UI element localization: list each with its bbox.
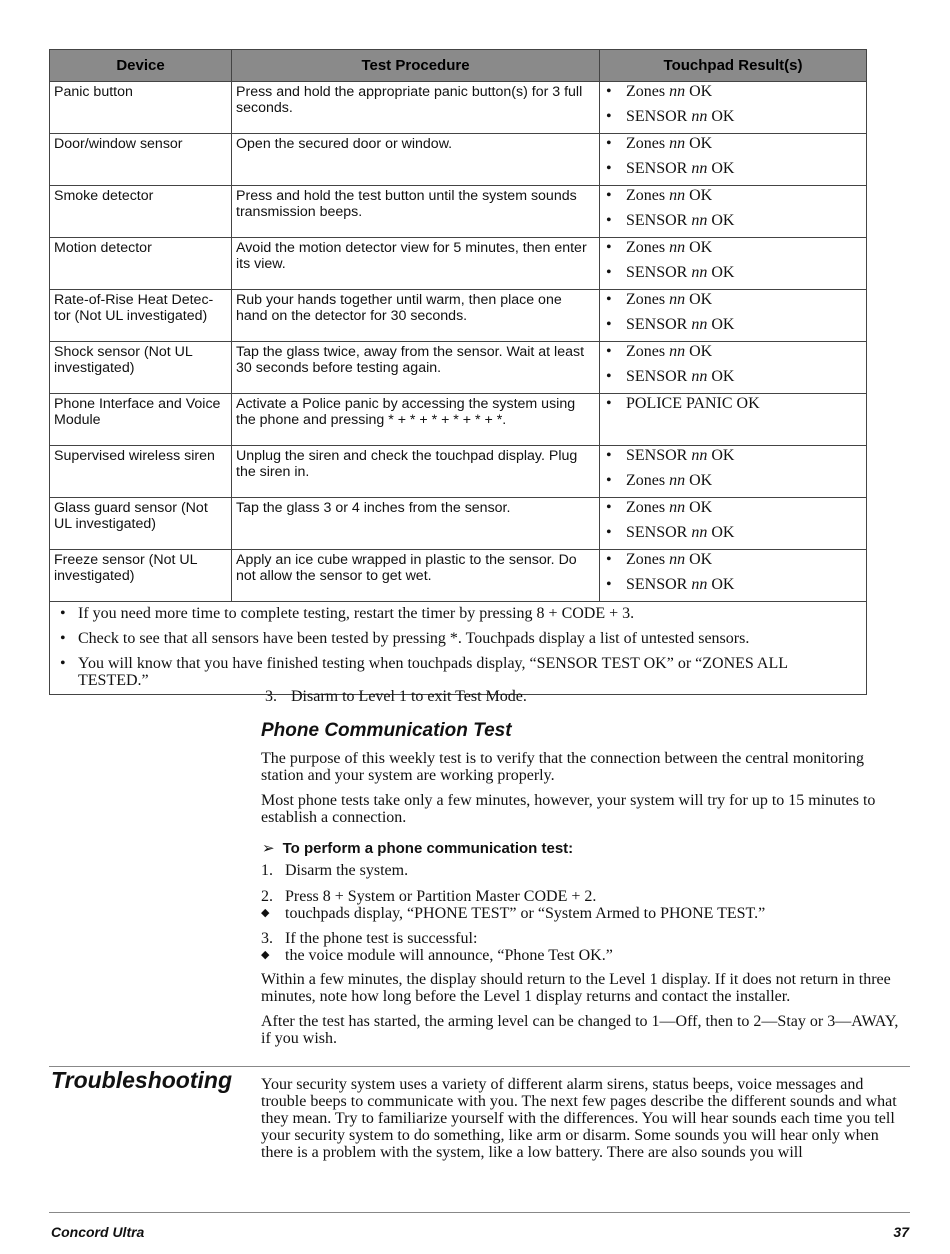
step-3-disarm: 3. Disarm to Level 1 to exit Test Mode. bbox=[265, 688, 527, 705]
header-device: Device bbox=[50, 50, 232, 82]
table-row bbox=[50, 82, 867, 134]
result-cell bbox=[600, 446, 867, 498]
phone-test-heading: Phone Communication Test bbox=[261, 720, 512, 741]
procedure-cell: Tap the glass twice, away from the sensor. Wait at least 30 seconds before testing again. bbox=[232, 342, 600, 394]
procedure-cell: Press and hold the test button until the system sounds transmission beeps. bbox=[232, 186, 600, 238]
device-cell: Panic button bbox=[50, 82, 232, 134]
arrow-icon: ➢ bbox=[262, 840, 275, 857]
result-item: • Zones nn OK bbox=[604, 472, 862, 490]
phone-paragraph-2: Most phone tests take only a few minutes, however, your system will try for up to 15 minutes to establish a connection. bbox=[261, 792, 876, 826]
table-row bbox=[50, 394, 867, 446]
procedure-cell: Apply an ice cube wrapped in plastic to the sensor. Do not allow the sensor to get wet. bbox=[232, 550, 600, 602]
result-item: • Zones nn OK bbox=[604, 187, 862, 205]
table-row bbox=[50, 550, 867, 602]
header-test-procedure: Test Procedure bbox=[232, 50, 600, 82]
phone-step-3: 3. If the phone test is successful: bbox=[261, 930, 478, 947]
device-cell: Rate-of-Rise Heat Detec-tor (Not UL investigated) bbox=[50, 290, 232, 342]
device-cell: Supervised wireless siren bbox=[50, 446, 232, 498]
result-item: • SENSOR nn OK bbox=[604, 316, 862, 334]
header-touchpad-results: Touchpad Result(s) bbox=[600, 50, 867, 82]
phone-step-1: 1. Disarm the system. bbox=[261, 862, 409, 879]
device-cell: Smoke detector bbox=[50, 186, 232, 238]
device-cell: Door/window sensor bbox=[50, 134, 232, 186]
table-row bbox=[50, 186, 867, 238]
table-row bbox=[50, 290, 867, 342]
procedure-cell: Rub your hands together until warm, then place one hand on the detector for 30 seconds. bbox=[232, 290, 600, 342]
procedure-cell: Unplug the siren and check the touchpad display. Plug the siren in. bbox=[232, 446, 600, 498]
result-cell bbox=[600, 550, 867, 602]
result-item: • SENSOR nn OK bbox=[604, 576, 862, 594]
result-item: • Zones nn OK bbox=[604, 551, 862, 569]
procedure-cell: Open the secured door or window. bbox=[232, 134, 600, 186]
table-row bbox=[50, 342, 867, 394]
note-item: • If you need more time to complete testing, restart the timer by pressing 8 + CODE + 3. bbox=[58, 605, 856, 622]
result-cell bbox=[600, 498, 867, 550]
table-row bbox=[50, 498, 867, 550]
result-item: • Zones nn OK bbox=[604, 135, 862, 153]
diamond-bullet-icon: ◆ bbox=[261, 907, 270, 919]
result-cell bbox=[600, 82, 867, 134]
phone-step-2-bullet: ◆ touchpads display, “PHONE TEST” or “System Armed to PHONE TEST.” bbox=[261, 905, 766, 922]
result-item: • SENSOR nn OK bbox=[604, 447, 862, 465]
table-body bbox=[50, 82, 867, 695]
result-item: • SENSOR nn OK bbox=[604, 524, 862, 542]
result-cell bbox=[600, 238, 867, 290]
procedure-cell: Activate a Police panic by accessing the system using the phone and pressing * + * + * + * + * + *. bbox=[232, 394, 600, 446]
result-item: • SENSOR nn OK bbox=[604, 264, 862, 282]
note-item: • You will know that you have finished testing when touchpads display, “SENSOR TEST OK” or “ZONES ALL TESTED.” bbox=[58, 655, 856, 689]
result-cell bbox=[600, 342, 867, 394]
result-cell bbox=[600, 290, 867, 342]
device-cell: Phone Interface and Voice Module bbox=[50, 394, 232, 446]
result-cell bbox=[600, 394, 867, 446]
phone-step-3-bullet: ◆ the voice module will announce, “Phone Test OK.” bbox=[261, 947, 613, 964]
note-item: • Check to see that all sensors have been tested by pressing *. Touchpads display a list of untested sensors. bbox=[58, 630, 856, 647]
result-item: • Zones nn OK bbox=[604, 343, 862, 361]
phone-paragraph-4: After the test has started, the arming level can be changed to 1—Off, then to 2—Stay or 3—AWAY, if you wish. bbox=[261, 1013, 899, 1047]
result-cell bbox=[600, 186, 867, 238]
device-cell: Shock sensor (Not UL investigated) bbox=[50, 342, 232, 394]
notes-row bbox=[50, 602, 867, 695]
device-cell: Glass guard sensor (Not UL investigated) bbox=[50, 498, 232, 550]
result-item: • Zones nn OK bbox=[604, 499, 862, 517]
troubleshooting-paragraph: Your security system uses a variety of different alarm sirens, status beeps, voice messages and trouble beeps to communicate with you. The next few pages describe the different sounds and what they mean. Try to familiarize yourself with the differences. You will hear sounds each time you tell your security system to do something, like arm or disarm. Some sounds you will hear only when there is a problem with the system, like a low battery. There are also sounds you will bbox=[261, 1076, 897, 1161]
notes-cell bbox=[50, 602, 867, 695]
result-item: • Zones nn OK bbox=[604, 239, 862, 257]
procedure-cell: Press and hold the appropriate panic button(s) for 3 full seconds. bbox=[232, 82, 600, 134]
result-item: • POLICE PANIC OK bbox=[604, 395, 862, 413]
device-cell: Freeze sensor (Not UL investigated) bbox=[50, 550, 232, 602]
procedure-title: ➢ To perform a phone communication test: bbox=[262, 840, 574, 857]
device-cell: Motion detector bbox=[50, 238, 232, 290]
page-number: 37 bbox=[893, 1224, 909, 1240]
procedure-cell: Tap the glass 3 or 4 inches from the sensor. bbox=[232, 498, 600, 550]
device-test-table bbox=[49, 49, 867, 695]
footer-product-name: Concord Ultra bbox=[51, 1224, 145, 1240]
phone-paragraph-1: The purpose of this weekly test is to verify that the connection between the central monitoring station and your system are working properly. bbox=[261, 750, 864, 784]
diamond-bullet-icon: ◆ bbox=[261, 949, 270, 961]
result-item: • Zones nn OK bbox=[604, 291, 862, 309]
table-row bbox=[50, 238, 867, 290]
phone-paragraph-3: Within a few minutes, the display should return to the Level 1 display. If it does not return in three minutes, note how long before the Level 1 display returns and contact the installer. bbox=[261, 971, 891, 1005]
result-cell bbox=[600, 134, 867, 186]
result-item: • SENSOR nn OK bbox=[604, 160, 862, 178]
result-item: • SENSOR nn OK bbox=[604, 212, 862, 230]
table-row bbox=[50, 446, 867, 498]
phone-step-2: 2. Press 8 + System or Partition Master CODE + 2. bbox=[261, 888, 597, 905]
procedure-cell: Avoid the motion detector view for 5 minutes, then enter its view. bbox=[232, 238, 600, 290]
result-item: • SENSOR nn OK bbox=[604, 368, 862, 386]
result-item: • Zones nn OK bbox=[604, 83, 862, 101]
footer-divider bbox=[49, 1212, 910, 1213]
result-item: • SENSOR nn OK bbox=[604, 108, 862, 126]
table-row bbox=[50, 134, 867, 186]
troubleshooting-heading: Troubleshooting bbox=[51, 1067, 233, 1093]
